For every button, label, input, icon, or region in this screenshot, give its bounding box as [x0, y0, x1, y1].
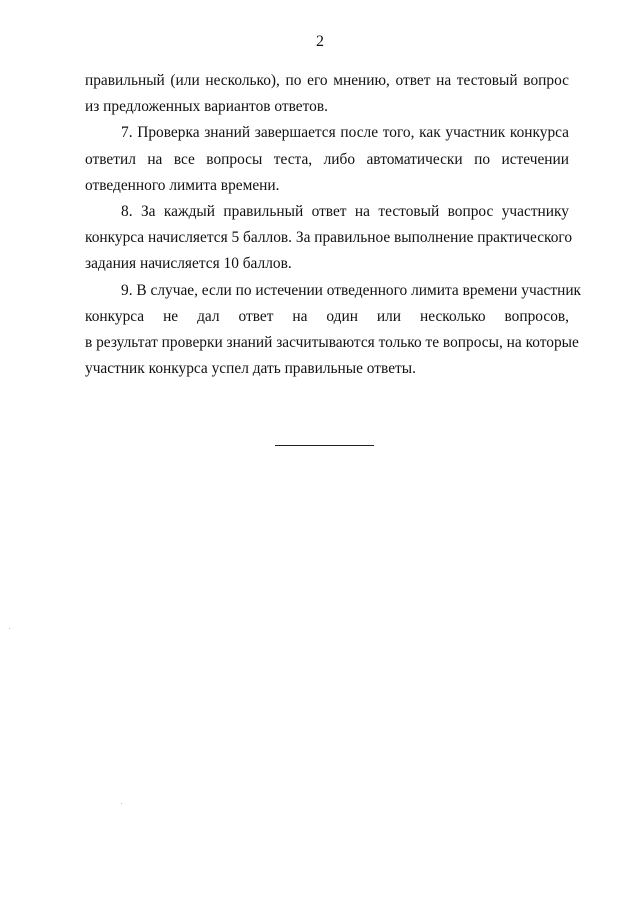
paragraph-continuation — [85, 68, 569, 120]
end-of-document-rule — [275, 445, 374, 446]
text-line: 9. В случае, если по истечении отведенного лимита времени участник — [121, 281, 582, 299]
paragraph-item-8 — [85, 199, 573, 278]
paragraph-item-7 — [85, 120, 569, 199]
text-line: 7. Проверка знаний завершается после того, как участник конкурса — [121, 124, 569, 142]
text-line: в результат проверки знаний засчитываются только те вопросы, на которые — [85, 334, 579, 352]
paragraph-item-9 — [85, 278, 582, 383]
text-line: ответил на все вопросы теста, либо автоматически по истечении — [85, 150, 569, 168]
scan-speck — [9, 628, 10, 629]
text-line: отведенного лимита времени. — [85, 176, 280, 194]
text-line: 8. За каждый правильный ответ на тестовый вопрос участнику — [121, 203, 569, 221]
text-line: участник конкурса успел дать правильные ответы. — [85, 360, 416, 378]
scan-speck — [121, 803, 122, 804]
text-line: правильный (или несколько), по его мнению, ответ на тестовый вопрос — [85, 72, 569, 89]
text-line: из предложенных вариантов ответов. — [85, 98, 328, 116]
page-number: 2 — [316, 33, 324, 50]
text-line: задания начисляется 10 баллов. — [85, 255, 292, 273]
text-line: конкурса начисляется 5 баллов. За правильное выполнение практического — [85, 229, 573, 247]
text-line: конкурса не дал ответ на один или несколько вопросов, — [85, 307, 569, 325]
document-body — [85, 68, 582, 382]
